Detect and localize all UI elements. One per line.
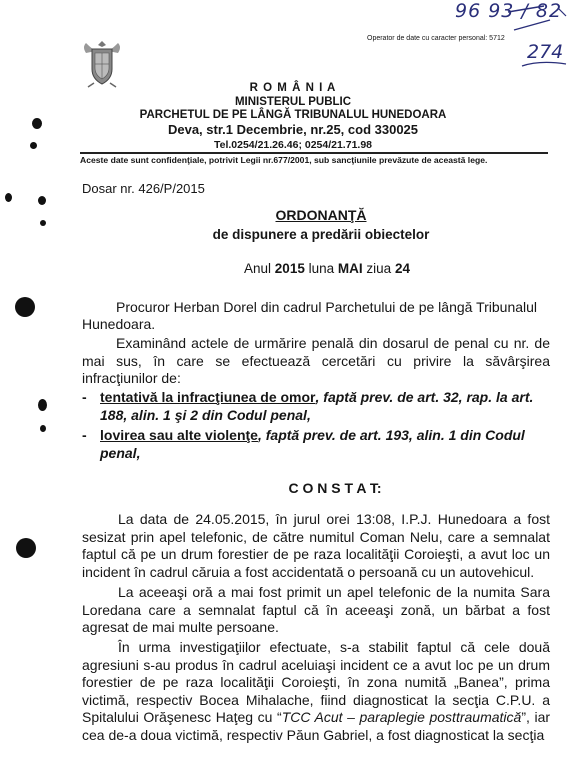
- punch-hole: [16, 538, 36, 558]
- date-month-label: luna: [308, 261, 335, 276]
- offence-detail: , faptă prev. de art. 193, alin. 1 din Codul penal,: [100, 427, 525, 461]
- handwritten-page-number: 274: [527, 41, 564, 63]
- date-line: [0, 261, 586, 276]
- punch-hole: [40, 220, 46, 226]
- offence-name: lovirea sau alte violenţe: [100, 427, 258, 443]
- date-day: 24: [394, 261, 410, 276]
- offence-text: [100, 389, 550, 424]
- header-divider: [80, 152, 548, 154]
- paragraph-2: La aceeaşi oră a mai fost primit un apel telefonic de la numita Sara Loredana care a semnalat faptul că în aceeaşi zonă, un bărbat a fost agresat de mai multe persoane.: [82, 584, 550, 635]
- date-year: 2015: [274, 261, 305, 276]
- paragraph-3-part-b: ”, iar cea de-a doua victimă, respectiv Păun Gabriel, a fost diagnosticat la secţia: [82, 709, 551, 743]
- offence-bullet: -: [82, 389, 87, 405]
- document-title: ORDONANŢĂ: [275, 207, 367, 223]
- constat-heading: C O N S T A T:: [288, 480, 382, 496]
- confidential-note: Aceste date sunt confidenţiale, potrivit Legii nr.677/2001, sub sancţiunile prevăzute de această lege.: [80, 155, 488, 165]
- header-country: R O M Â N I A: [249, 82, 337, 94]
- punch-hole: [15, 297, 35, 317]
- offence-item-2: [82, 427, 550, 462]
- header-ministry: MINISTERUL PUBLIC: [234, 96, 352, 108]
- punch-hole: [38, 196, 46, 205]
- document-subtitle: de dispunere a predării obiectelor: [212, 227, 430, 242]
- paragraph-1: La data de 24.05.2015, în jurul orei 13:08, I.P.J. Hunedoara a fost sesizat prin apel telefonic, de către numitul Coman Nelu, care a semnalat faptul că pe un drum forestier de pe raza localităţii Coroieşti, a avut loc un incident în cadrul căruia a fost accidentată o persoană cu un autovehicul.: [82, 511, 550, 580]
- punch-hole: [30, 142, 37, 149]
- handwritten-underline: [520, 58, 570, 72]
- header-phone: Tel.0254/21.26.46; 0254/21.71.98: [213, 139, 373, 151]
- handwritten-top-numbers: 96 93 / 82: [455, 0, 563, 22]
- offence-name: tentativă la infracţiunea de omor: [100, 389, 316, 405]
- offence-item-1: [82, 389, 550, 424]
- intro-line-1: Procuror Herban Dorel din cadrul Parchetului de pe lângă Tribunalul: [116, 299, 538, 315]
- intro-line-2: Hunedoara.: [82, 316, 156, 332]
- punch-hole: [32, 118, 42, 129]
- header-address: Deva, str.1 Decembrie, nr.25, cod 330025: [167, 122, 419, 137]
- punch-hole: [40, 425, 46, 432]
- paragraph-3: [82, 639, 550, 744]
- offence-bullet: -: [82, 427, 87, 443]
- offence-detail: , faptă prev. de art. 32, rap. la art. 188, alin. 1 şi 2 din Codul penal,: [100, 389, 534, 423]
- operator-note: Operator de date cu caracter personal: 5712: [367, 35, 505, 42]
- examination-paragraph: Examinând actele de urmărire penală din dosarul de penal cu nr. de mai sus, în care se efectuează cercetări cu privire la săvârşirea infracţiunilor de:: [82, 335, 550, 386]
- date-year-label: Anul: [244, 261, 272, 276]
- dosar-number: Dosar nr. 426/P/2015: [82, 181, 205, 196]
- handwritten-strike-marks: [500, 2, 580, 44]
- punch-hole: [5, 193, 12, 202]
- paragraph-3-part-a: În urma investigaţiilor efectuate, s-a stabilit faptul că cele două agresiuni s-au produs în cadrul aceluiaşi incident ce a avut loc pe un drum forestier de pe raza localităţii Coroieşti, în zona numită „Banea”, prima victimă, respectiv Bocea Mihalache, fiind diagnosticat la secţia C.P.U. a Spitalului Orăşenesc Haţeg cu “: [82, 639, 550, 725]
- offence-text: [100, 427, 550, 462]
- date-day-label: ziua: [366, 261, 392, 276]
- date-month: MAI: [337, 261, 363, 276]
- diagnosis-text: TCC Acut – paraplegie posttraumatică: [281, 709, 522, 725]
- punch-hole: [38, 399, 47, 411]
- header-office: PARCHETUL DE PE LÂNGĂ TRIBUNALUL HUNEDOARA: [139, 109, 447, 121]
